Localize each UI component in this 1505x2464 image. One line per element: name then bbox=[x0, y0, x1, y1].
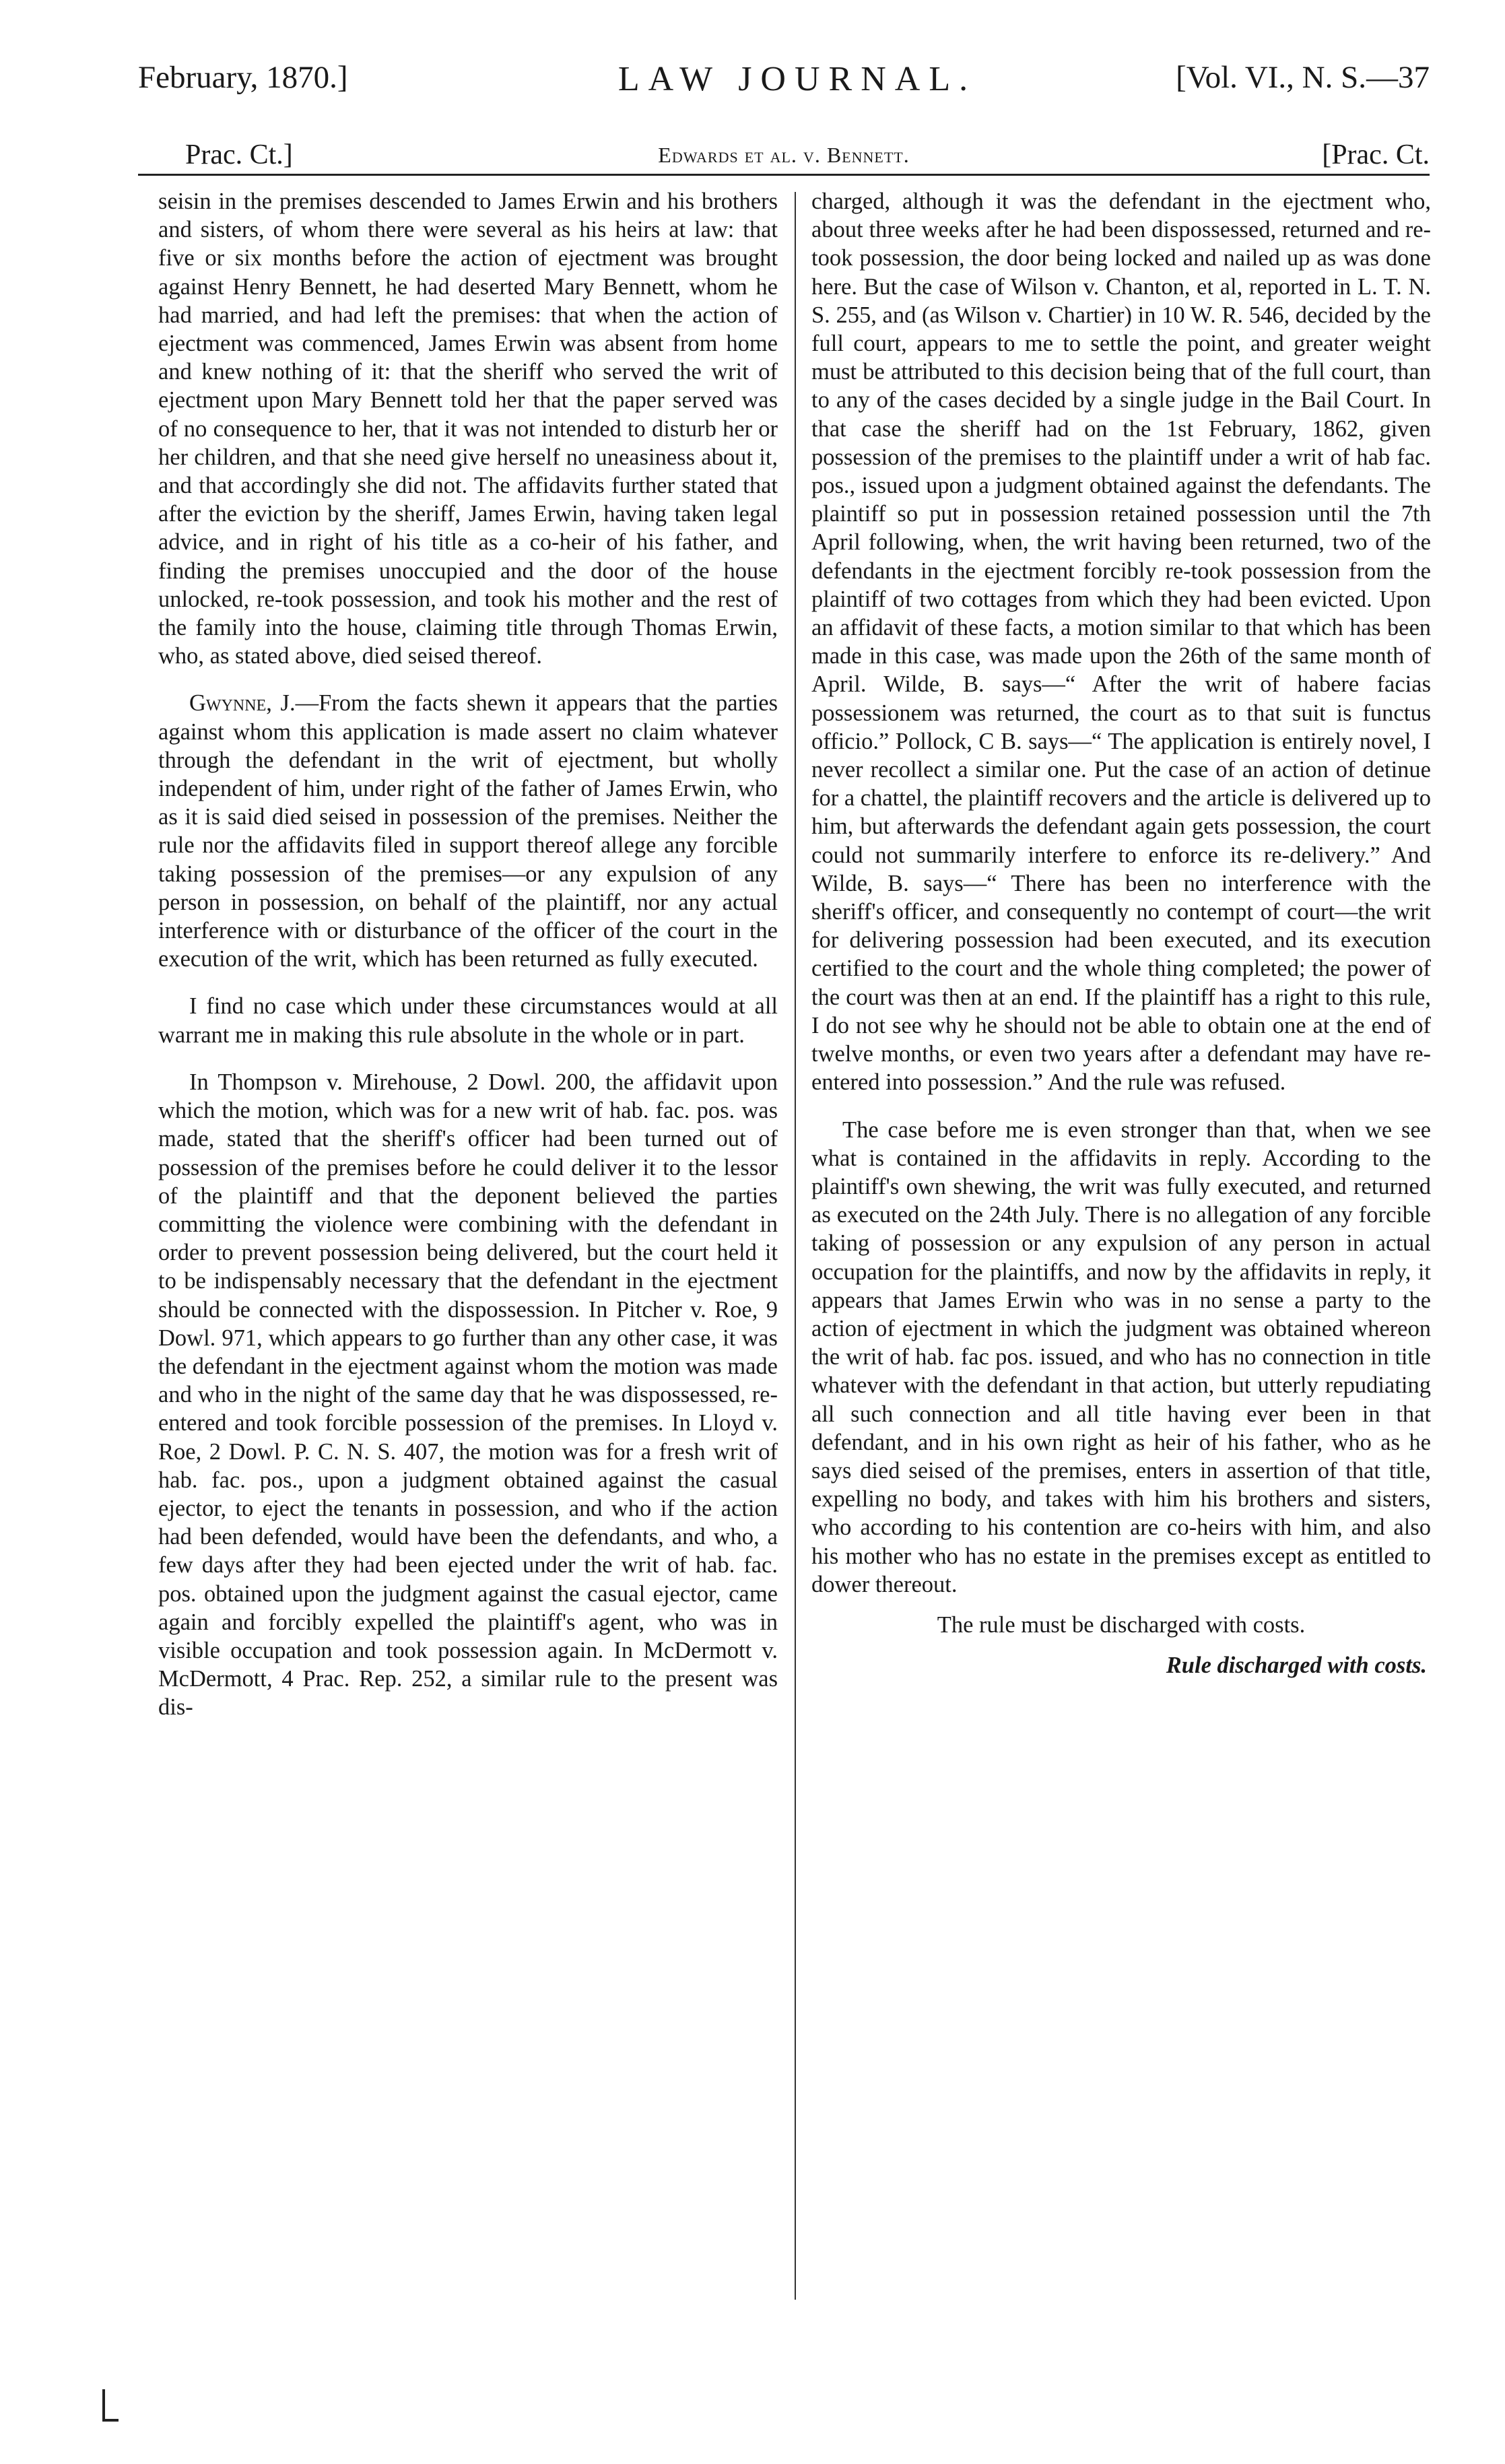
right-column bbox=[811, 187, 1431, 1679]
rule-result: Rule discharged with costs. bbox=[1166, 1653, 1427, 1679]
issue-date: February, 1870.] bbox=[138, 60, 348, 95]
volume-page: [Vol. VI., N. S.—37 bbox=[1176, 60, 1430, 95]
paragraph: In Thompson v. Mirehouse, 2 Dowl. 200, the affidavit upon which the motion, which was for a new writ of hab. fac. pos. was made, stated that the sheriff's officer had been turned out of possession of the premises before he could deliver it to the lessor of the plaintiff and that the deponent believed the parties committing the violence were combining with the defendant in order to prevent possession being delivered, but the court held it to be indispensably necessary that the defendant in the ejectment should be connected with the dispossession. In Pitcher v. Roe, 9 Dowl. 971, which appears to go further than any other case, it was the defendant in the ejectment against whom the motion was made and who in the night of the same day that he was dispossessed, re-entered and took forcible possession of the premises. In Lloyd v. Roe, 2 Dowl. P. C. N. S. 407, the motion was for a fresh writ of hab. fac. pos., upon a judgment obtained against the casual ejector, to eject the tenants in possession, and who if the action had been defended, would have been the defendants, and who, a few days after they had been ejected under the writ of hab. fac. pos. obtained upon the judgment against the casual ejector, came again and forcibly expelled the plaintiff's agent, who was in visible occupation and took possession again. In McDermott v. McDermott, 4 Prac. Rep. 252, a similar rule to the present was dis- bbox=[158, 1069, 778, 1721]
paragraph-text: —From the facts shewn it appears that the parties against whom this application is made assert no claim whatever through the defendant in the writ of ejectment, but wholly independent of him, under right of the father of James Erwin, who as it is said died seised in possession of the premises. Neither the rule nor the affidavits filed in support thereof allege any forcible taking possession of the premises—or any expulsion of any person in possession, on behalf of the plaintiff, nor any actual interference with or disturbance of the officer of the court in the execution of the writ, which has been returned as fully executed. bbox=[158, 690, 778, 972]
paragraph: The case before me is even stronger than that, when we see what is contained in the affidavits in reply. According to the plaintiff's own shewing, the writ was fully executed, and returned as executed on the 24th July. There is no allegation of any forcible taking of possession or any expulsion of any person in actual occupation for the plaintiffs, and now by the affidavits in reply, it appears that James Erwin who was in no sense a party to the action of ejectment in which the judgment was obtained whereon the writ of hab. fac pos. issued, and who has no connection in title whatever with the defendant in that action, but utterly repudiating all such connection and all title having ever been in that defendant, and in his own right as heir of his father, who as he says died seised of the premises, enters in assertion of that title, expelling no body, and takes with him his brothers and sisters, who according to his contention are co-heirs with him, and also his mother who has no estate in the premises except as entitled to dower thereout. bbox=[811, 1117, 1431, 1597]
paragraph: charged, although it was the defendant in the ejectment who, about three weeks after he had been dispossessed, returned and re-took possession, the door being locked and nailed up as was done here. But the case of Wilson v. Chanton, et al, reported in L. T. N. S. 255, and (as Wilson v. Chartier) in 10 W. R. 546, decided by the full court, appears to me to settle the point, and greater weight must be attributed to this decision being that of the full court, than to any of the cases decided by a single judge in the Bail Court. In that case the sheriff had on the 1st February, 1862, given possession of the premises to the plaintiff under a writ of hab fac. pos., issued upon a judgment obtained against the defendants. The plaintiff so put in possession retained possession until the 7th April following, when, the writ having been returned, two of the defendants in the ejectment forcibly re-took possession from the plaintiff of two cottages from which they had been evicted. Upon an affidavit of these facts, a motion similar to that which has been made in this case, was made upon the 26th of the same month of April. Wilde, B. says—“ After the writ of habere facias possessionem was returned, the court as to that suit is functus officio.” Pollock, C B. says—“ The application is entirely novel, I never recollect a similar one. Put the case of an action of detinue for a chattel, the plaintiff recovers and the article is delivered up to him, but afterwards the defendant again gets possession, the court could not summarily interfere to enforce its re-delivery.” And Wilde, B. says—“ There has been no interference with the sheriff's officer, and consequently no contempt of court—the writ for delivering possession had been executed, and its execution certified to the court and the whole thing completed; the power of the court was then at an end. If the plaintiff has a right to this rule, I do not see why he should not be able to obtain one at the end of twelve months, or even two years after a defendant may have re-entered into possession.” And the rule was refused. bbox=[811, 189, 1431, 1096]
paragraph bbox=[158, 689, 778, 973]
paragraph: I find no case which under these circumstances would at all warrant me in making this rule absolute in the whole or in part. bbox=[158, 993, 778, 1048]
judge-name: Gwynne, J. bbox=[189, 690, 296, 717]
conclusion: The rule must be discharged with costs. bbox=[937, 1611, 1306, 1638]
journal-title: LAW JOURNAL. bbox=[617, 60, 977, 98]
case-title: Edwards et al. v. Bennett. bbox=[658, 143, 910, 167]
corner-mark-icon bbox=[101, 2389, 119, 2430]
paragraph: seisin in the premises descended to James Erwin and his brothers and sisters, of whom there were several as his heirs at law: that five or six months before the action of ejectment was brought against Henry Bennett, he had deserted Mary Bennett, whom he had married, and had left the premises: that when the action of ejectment was commenced, James Erwin was absent from home and knew nothing of it: that the sheriff who served the writ of ejectment upon Mary Bennett told her that the paper served was of no consequence to her, that it was not intended to disturb her or her children, and that she need give herself no uneasiness about it, and that accordingly she did not. The affidavits further stated that after the eviction by the sheriff, James Erwin, having taken legal advice, and in right of his title as a co-heir of his father, and finding the premises unoccupied and the door of the house unlocked, re-took possession, and took his mother and the rest of the family into the house, claiming title through Thomas Erwin, who, as stated above, died seised thereof. bbox=[158, 189, 778, 669]
case-header bbox=[138, 133, 1430, 176]
court-right: [Prac. Ct. bbox=[1322, 139, 1430, 170]
court-left: Prac. Ct.] bbox=[185, 139, 293, 170]
left-column bbox=[158, 187, 778, 1722]
column-divider bbox=[795, 192, 796, 2300]
running-head bbox=[138, 53, 1430, 106]
